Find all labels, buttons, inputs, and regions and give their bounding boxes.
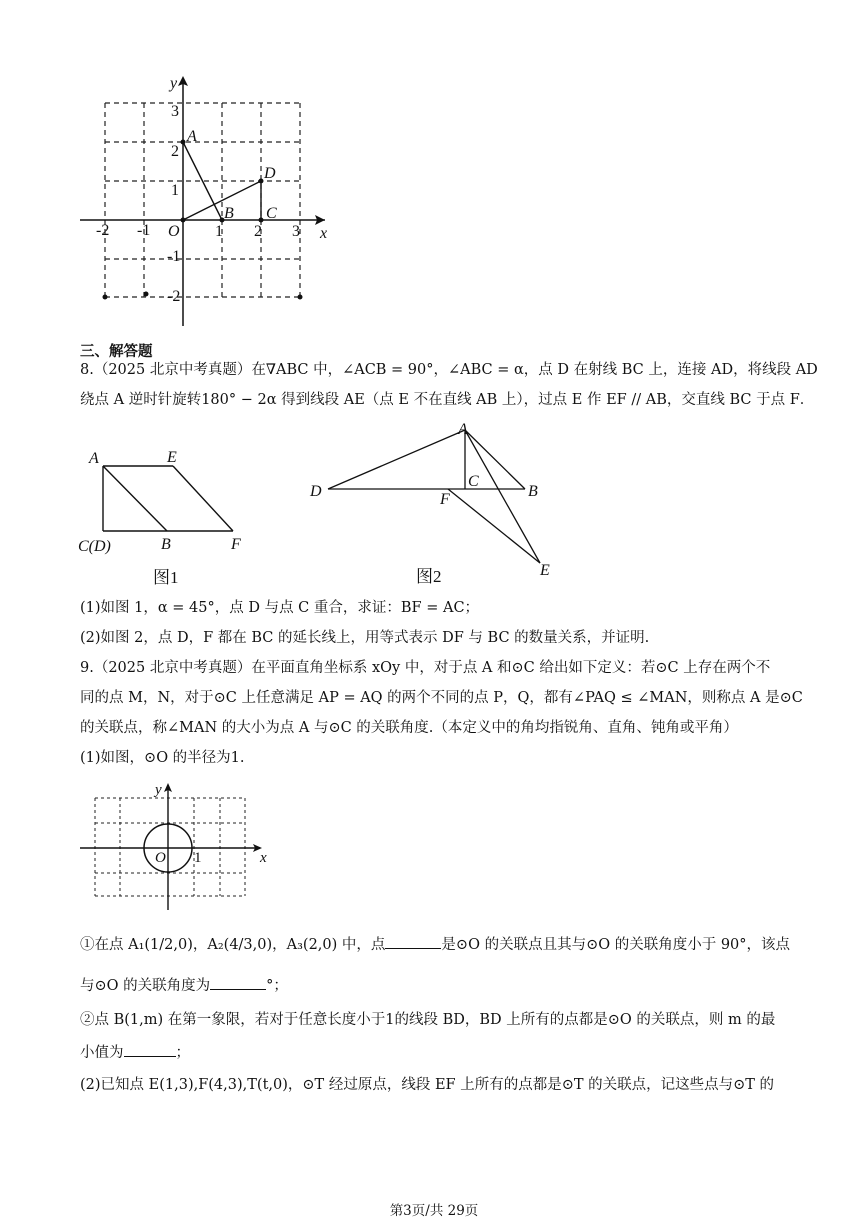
fig1-caption: 图1 [153,568,179,587]
fig1-label-f: F [231,536,241,553]
q8-statement-line2: 绕点 A 逆时针旋转180° − 2α 得到线段 AE（点 E 不在直线 AB 上），过点 E 作 EF // AB，交直线 BC 于点 F． [80,392,815,408]
q9-sub2-text-c: ； [175,1045,190,1061]
q9-sub1-line1 [80,934,790,955]
fig2-label-b: B [528,483,538,500]
y-tick-label: 3 [171,103,179,120]
origin-label: O [168,223,180,240]
answer-blank-angle[interactable] [210,975,266,990]
x-axis-label: x [320,225,328,242]
origin-label: O [155,850,166,866]
q9-statement-line1: 9.（2025 北京中考真题）在平面直角坐标系 xOy 中，对于点 A 和⊙C 给出如下定义：若⊙C 上存在两个不 [80,660,771,676]
x-tick-label: -1 [137,222,151,239]
fig2-label-f: F [440,491,450,508]
q9-part1: (1)如图，⊙O 的半径为1. [80,750,245,766]
q9-statement-line3: 的关联点，称∠MAN 的大小为点 A 与⊙C 的关联角度.（本定义中的角均指锐角、直角、钝角或平角） [80,720,738,736]
q9-sub1-text-a: ①在点 A₁(1/2,0)，A₂(4/3,0)，A₃(2,0) 中，点 [80,937,386,953]
fig1-label-e: E [167,449,177,466]
answer-blank-point[interactable] [385,934,441,949]
dashed-grid [95,798,245,896]
q9-sub2-line1: ②点 B(1,m) 在第一象限，若对于任意长度小于1的线段 BD，BD 上所有的点都是⊙O 的关联点，则 m 的最 [80,1012,776,1028]
q9-sub1-line2 [80,975,288,996]
point-label-c: C [266,205,277,222]
dashed-grid [105,103,300,297]
page-footer: 第3页/共 29页 [389,1203,479,1219]
y-tick-label: 1 [171,182,179,199]
axes [80,786,260,910]
coordinate-figure-top [70,68,360,333]
x-tick-label: 1 [215,223,223,240]
q9-sub2-text-b: 小值为 [80,1045,124,1061]
q9-statement-line2: 同的点 M，N，对于⊙C 上任意满足 AP = AQ 的两个不同的点 P，Q，都有∠PAQ ≤ ∠MAN，则称点 A 是⊙C [80,690,803,706]
fig2-label-d: D [310,483,322,500]
q9-sub1-text-d: °； [266,978,288,994]
y-axis-label: y [170,75,178,92]
y-tick-label: -2 [167,288,181,305]
fig2-caption: 图2 [416,567,442,586]
q8-figure-2 [300,418,570,588]
fig2-label-e: E [540,562,550,579]
x-tick-label: -2 [96,222,110,239]
q9-circle-figure [75,778,275,913]
q8-figure-1 [75,443,255,588]
q9-sub1-text-c: 与⊙O 的关联角度为 [80,978,211,994]
axes [80,78,328,326]
x-axis-label: x [260,850,267,866]
q9-sub2-line2 [80,1042,190,1063]
q8-part2: (2)如图 2，点 D，F 都在 BC 的延长线上，用等式表示 DF 与 BC 的数量关系，并证明. [80,630,650,646]
point-label-b: B [224,205,234,222]
q8-part1: (1)如图 1，α = 45°，点 D 与点 C 重合，求证：BF = AC； [80,600,480,616]
point-label-d: D [264,165,276,182]
fig1-label-cd: C(D) [78,538,111,555]
answer-blank-min-m[interactable] [124,1042,176,1057]
fig1-label-b: B [161,536,171,553]
x-tick-label: 2 [254,223,262,240]
q9-sub1-text-b: 是⊙O 的关联点且其与⊙O 的关联角度小于 90°，该点 [441,937,791,953]
q9-part2: (2)已知点 E(1,3),F(4,3),T(t,0)，⊙T 经过原点，线段 EF 上所有的点都是⊙T 的关联点，记这些点与⊙T 的 [80,1077,775,1093]
fig1-label-a: A [89,450,99,467]
point-label-a: A [187,128,197,145]
section-title: 三、解答题 [80,343,153,360]
fig2-label-c: C [468,473,479,490]
y-tick-label: 2 [171,143,179,160]
x-tick-label: 3 [292,223,300,240]
y-axis-label: y [155,782,162,798]
fig2-label-a: A [458,421,468,438]
q8-statement-line1: 8.（2025 北京中考真题）在∇ABC 中，∠ACB = 90°，∠ABC = α，点 D 在射线 BC 上，连接 AD，将线段 AD [80,362,818,378]
y-tick-label: -1 [167,248,181,265]
tick-label-one: 1 [194,850,202,866]
